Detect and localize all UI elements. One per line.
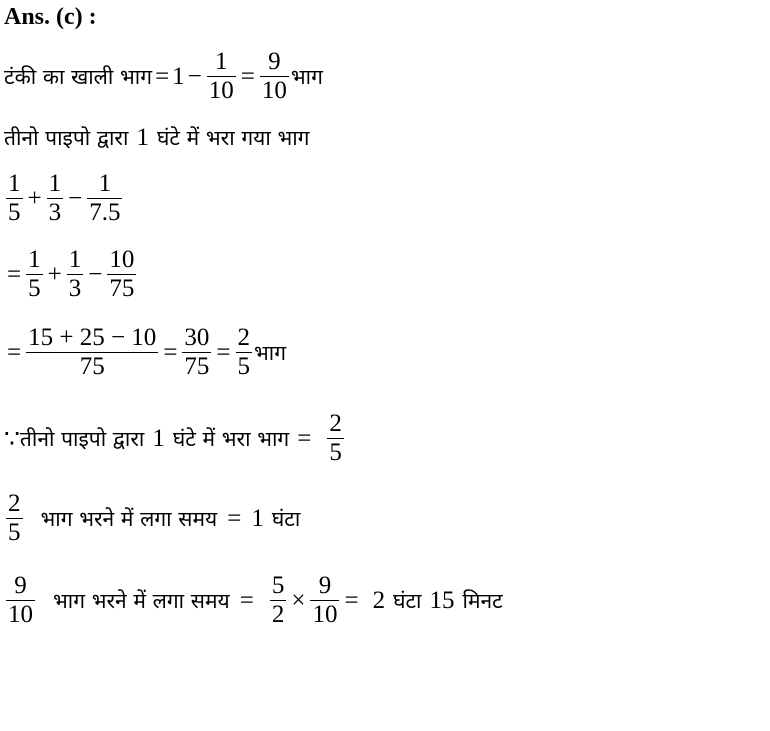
hour-unit: घंटा: [271, 506, 301, 531]
denominator: 5: [8, 198, 21, 226]
time-taken-text: भाग भरने में लगा समय: [53, 588, 230, 613]
fraction: [87, 170, 122, 227]
fraction: [207, 48, 236, 105]
fraction: [6, 170, 23, 227]
denominator: 5: [28, 274, 41, 302]
unit-text: भाग: [254, 340, 287, 365]
numerator: 9: [14, 572, 27, 599]
numerator: 2: [329, 410, 342, 437]
because-symbol: ∵: [4, 425, 20, 453]
equals-sign: =: [155, 62, 170, 90]
equals-sign: =: [216, 338, 231, 366]
numerator: 2: [8, 490, 21, 517]
time-taken-text: भाग भरने में लगा समय: [40, 506, 218, 531]
denominator: 3: [68, 274, 82, 302]
numerator: 1: [8, 170, 21, 197]
fraction: [26, 246, 43, 303]
fraction: [67, 246, 84, 303]
numerator: 30: [184, 324, 210, 351]
fraction: [47, 170, 64, 227]
denominator: 75: [79, 352, 105, 380]
numerator: 5: [271, 572, 285, 599]
equals-sign: =: [7, 260, 22, 288]
times-sign: ×: [291, 586, 306, 614]
line-time-for-nine-tenths: [4, 572, 503, 629]
equals-sign: =: [240, 62, 255, 90]
denominator: 5: [329, 438, 342, 466]
filled-part-text: घंटे में भरा गया भाग: [156, 126, 310, 150]
answer-label: Ans. (c) :: [4, 4, 97, 30]
equals-sign: =: [239, 586, 254, 614]
plus-sign: +: [47, 260, 62, 288]
numerator: 1: [98, 170, 112, 197]
unit-text: भाग: [290, 64, 323, 89]
fraction: [327, 410, 344, 467]
line-time-for-two-fifths: [4, 490, 300, 547]
denominator: 75: [184, 352, 210, 380]
numerator: 1: [28, 246, 41, 273]
denominator: 10: [261, 76, 287, 104]
result-minutes: 15: [429, 586, 455, 614]
denominator: 3: [48, 198, 62, 226]
fraction: [260, 48, 289, 105]
equals-sign: =: [7, 338, 22, 366]
line-because-filled-part: [4, 410, 346, 467]
numerator: 1: [48, 170, 62, 197]
number-one: 1: [251, 504, 264, 532]
fraction: [270, 572, 287, 629]
equals-sign: =: [344, 586, 359, 614]
number-one: 1: [172, 62, 185, 90]
result-hours: 2: [372, 586, 386, 614]
line-filled-in-one-hour: [4, 124, 309, 152]
numerator: 2: [237, 324, 251, 351]
denominator: 7.5: [89, 198, 121, 226]
denominator: 75: [109, 274, 135, 302]
fraction: [182, 324, 211, 381]
denominator: 10: [312, 600, 338, 628]
minute-unit: मिनट: [462, 588, 503, 613]
equals-sign: =: [297, 424, 312, 452]
line-empty-tank-part: [4, 48, 323, 105]
denominator: 10: [208, 76, 234, 104]
pipes-text: तीनो पाइपो द्वारा: [19, 426, 145, 451]
equals-sign: =: [163, 338, 178, 366]
minus-sign: −: [68, 184, 83, 212]
line-sum-of-rates: [4, 170, 124, 227]
number-one: 1: [136, 124, 149, 151]
numerator: 9: [318, 572, 332, 599]
fraction: [26, 324, 158, 381]
pipes-text: तीनो पाइपो द्वारा: [4, 126, 129, 150]
empty-tank-text: टंकी का खाली भाग: [4, 64, 153, 89]
numerator: 10: [109, 246, 135, 273]
fraction: [310, 572, 339, 629]
denominator: 5: [8, 518, 21, 546]
equals-sign: =: [227, 504, 242, 532]
filled-part-text: घंटे में भरा भाग: [172, 426, 290, 451]
fraction: [107, 246, 136, 303]
fraction: [236, 324, 253, 381]
plus-sign: +: [27, 184, 42, 212]
number-one: 1: [152, 424, 165, 452]
numerator: 9: [268, 48, 281, 75]
minus-sign: −: [88, 260, 103, 288]
hour-unit: घंटा: [393, 588, 422, 613]
denominator: 10: [8, 600, 33, 628]
line-sum-converted: [4, 246, 138, 303]
line-combined-fraction: [4, 324, 286, 381]
fraction: [6, 572, 35, 629]
numerator: 1: [68, 246, 82, 273]
denominator: 5: [237, 352, 251, 380]
minus-sign: −: [187, 62, 202, 90]
numerator: 15 + 25 − 10: [28, 324, 157, 351]
fraction: [6, 490, 23, 547]
denominator: 2: [271, 600, 285, 628]
numerator: 1: [215, 48, 228, 75]
